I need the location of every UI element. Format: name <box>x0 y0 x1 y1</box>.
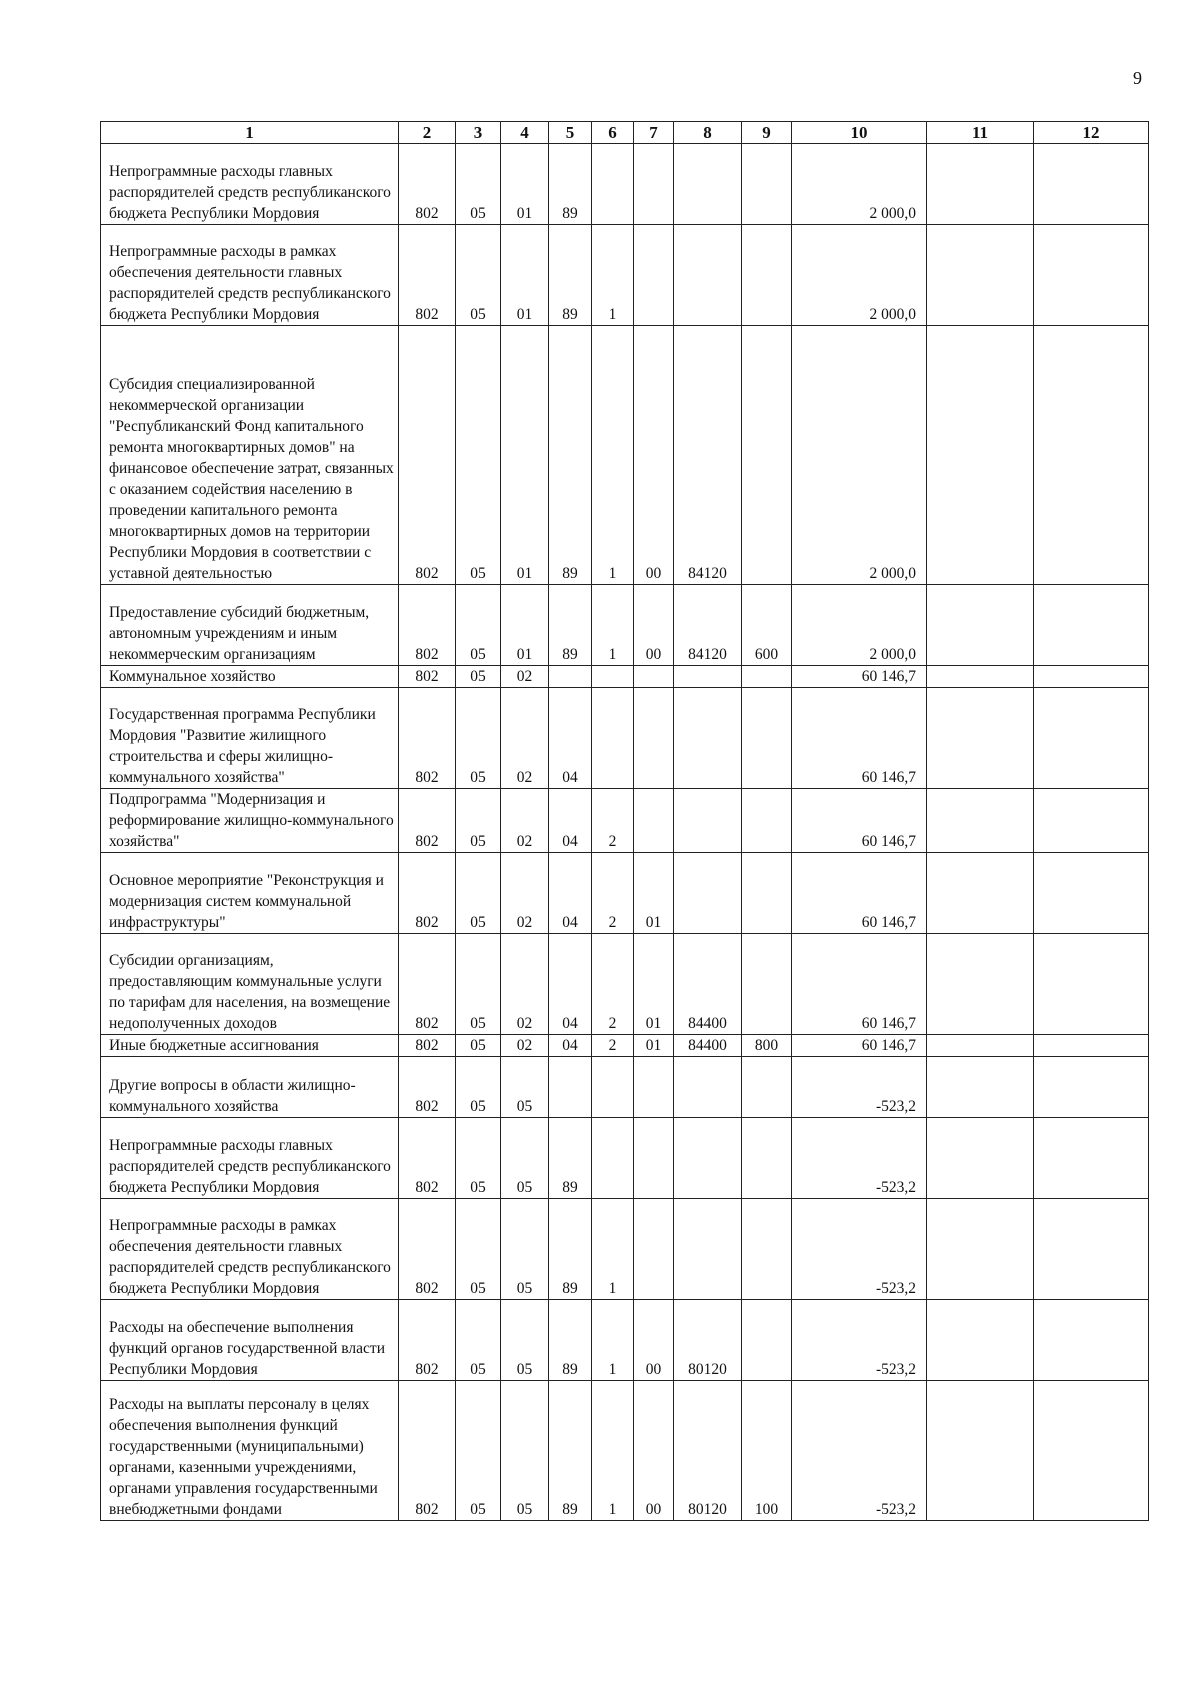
column-12-cell <box>1034 225 1149 326</box>
expense-type-cell <box>742 789 792 853</box>
expense-type-cell <box>742 1118 792 1199</box>
column-11-cell <box>927 225 1034 326</box>
program-code-cell: 04 <box>549 688 592 789</box>
chapter-code-cell: 802 <box>399 1300 456 1381</box>
direction-code-cell <box>674 225 742 326</box>
amount-cell: -523,2 <box>792 1118 927 1199</box>
column-header: 12 <box>1034 122 1149 144</box>
expense-type-cell: 100 <box>742 1381 792 1521</box>
column-11-cell <box>927 1300 1034 1381</box>
table-row <box>101 1300 1149 1381</box>
amount-cell: 2 000,0 <box>792 326 927 585</box>
chapter-code-cell: 802 <box>399 1381 456 1521</box>
amount-cell: 2 000,0 <box>792 225 927 326</box>
row-name-cell: Субсидия специализированной некоммерческой организации "Республиканский Фонд капитального ремонта многоквартирных домов" на финансовое обеспечение затрат, связанных с оказанием содействия населению в проведении капитального ремонта многоквартирных домов на территории Республики Мордовия в соответствии с уставной деятельностью <box>101 326 399 585</box>
column-11-cell <box>927 853 1034 934</box>
column-11-cell <box>927 934 1034 1035</box>
column-header: 1 <box>101 122 399 144</box>
row-name-cell: Расходы на обеспечение выполнения функций органов государственной власти Республики Мордовия <box>101 1300 399 1381</box>
program-code-cell: 04 <box>549 789 592 853</box>
column-12-cell <box>1034 1300 1149 1381</box>
program-code-cell: 89 <box>549 1199 592 1300</box>
chapter-code-cell: 802 <box>399 1057 456 1118</box>
program-code-cell: 04 <box>549 1035 592 1057</box>
direction-code-cell <box>674 688 742 789</box>
row-name-cell: Государственная программа Республики Мордовия "Развитие жилищного строительства и сферы жилищно-коммунального хозяйства" <box>101 688 399 789</box>
direction-code-cell: 80120 <box>674 1381 742 1521</box>
chapter-code-cell: 802 <box>399 585 456 666</box>
main-activity-code-cell <box>634 1118 674 1199</box>
expense-type-cell: 600 <box>742 585 792 666</box>
expense-type-cell <box>742 666 792 688</box>
column-12-cell <box>1034 326 1149 585</box>
main-activity-code-cell: 00 <box>634 1300 674 1381</box>
column-header: 9 <box>742 122 792 144</box>
column-header: 10 <box>792 122 927 144</box>
column-11-cell <box>927 688 1034 789</box>
row-name-cell: Непрограммные расходы в рамках обеспечения деятельности главных распорядителей средств республиканского бюджета Республики Мордовия <box>101 225 399 326</box>
column-header: 6 <box>592 122 634 144</box>
subsection-code-cell: 01 <box>501 585 549 666</box>
subsection-code-cell: 05 <box>501 1057 549 1118</box>
amount-cell: 60 146,7 <box>792 688 927 789</box>
column-12-cell <box>1034 688 1149 789</box>
amount-cell: -523,2 <box>792 1199 927 1300</box>
section-code-cell: 05 <box>456 144 501 225</box>
section-code-cell: 05 <box>456 1199 501 1300</box>
row-name-cell: Подпрограмма "Модернизация и реформирование жилищно-коммунального хозяйства" <box>101 789 399 853</box>
chapter-code-cell: 802 <box>399 1035 456 1057</box>
amount-cell: 60 146,7 <box>792 789 927 853</box>
row-name-cell: Иные бюджетные ассигнования <box>101 1035 399 1057</box>
column-11-cell <box>927 585 1034 666</box>
subsection-code-cell: 02 <box>501 789 549 853</box>
table-row <box>101 934 1149 1035</box>
column-12-cell <box>1034 1199 1149 1300</box>
program-code-cell: 89 <box>549 1300 592 1381</box>
subprogram-code-cell: 2 <box>592 853 634 934</box>
subsection-code-cell: 02 <box>501 1035 549 1057</box>
amount-cell: 2 000,0 <box>792 144 927 225</box>
column-header: 11 <box>927 122 1034 144</box>
column-header: 2 <box>399 122 456 144</box>
table-row <box>101 789 1149 853</box>
main-activity-code-cell: 00 <box>634 1381 674 1521</box>
column-header: 8 <box>674 122 742 144</box>
table-row <box>101 1118 1149 1199</box>
subprogram-code-cell <box>592 1057 634 1118</box>
column-12-cell <box>1034 1035 1149 1057</box>
amount-cell: -523,2 <box>792 1300 927 1381</box>
subsection-code-cell: 05 <box>501 1118 549 1199</box>
program-code-cell: 89 <box>549 144 592 225</box>
main-activity-code-cell: 01 <box>634 1035 674 1057</box>
expense-type-cell <box>742 144 792 225</box>
row-name-cell: Основное мероприятие "Реконструкция и модернизация систем коммунальной инфраструктуры" <box>101 853 399 934</box>
expense-type-cell <box>742 225 792 326</box>
column-12-cell <box>1034 1057 1149 1118</box>
subprogram-code-cell <box>592 1118 634 1199</box>
main-activity-code-cell <box>634 1057 674 1118</box>
subprogram-code-cell <box>592 144 634 225</box>
subsection-code-cell: 05 <box>501 1199 549 1300</box>
expense-type-cell <box>742 1057 792 1118</box>
table-row <box>101 853 1149 934</box>
chapter-code-cell: 802 <box>399 666 456 688</box>
expense-type-cell <box>742 853 792 934</box>
chapter-code-cell: 802 <box>399 789 456 853</box>
amount-cell: 2 000,0 <box>792 585 927 666</box>
section-code-cell: 05 <box>456 326 501 585</box>
direction-code-cell <box>674 853 742 934</box>
row-name-cell: Субсидии организациям, предоставляющим коммунальные услуги по тарифам для населения, на возмещение недополученных доходов <box>101 934 399 1035</box>
column-header: 7 <box>634 122 674 144</box>
column-11-cell <box>927 1035 1034 1057</box>
table-row <box>101 326 1149 585</box>
chapter-code-cell: 802 <box>399 853 456 934</box>
column-12-cell <box>1034 789 1149 853</box>
table-row <box>101 585 1149 666</box>
column-12-cell <box>1034 1118 1149 1199</box>
program-code-cell <box>549 1057 592 1118</box>
budget-table <box>100 121 1149 1521</box>
subsection-code-cell: 02 <box>501 853 549 934</box>
section-code-cell: 05 <box>456 1118 501 1199</box>
column-12-cell <box>1034 144 1149 225</box>
column-11-cell <box>927 1199 1034 1300</box>
expense-type-cell <box>742 1300 792 1381</box>
program-code-cell: 04 <box>549 934 592 1035</box>
column-12-cell <box>1034 666 1149 688</box>
chapter-code-cell: 802 <box>399 688 456 789</box>
subsection-code-cell: 02 <box>501 688 549 789</box>
row-name-cell: Коммунальное хозяйство <box>101 666 399 688</box>
column-12-cell <box>1034 1381 1149 1521</box>
chapter-code-cell: 802 <box>399 934 456 1035</box>
section-code-cell: 05 <box>456 1057 501 1118</box>
direction-code-cell <box>674 1057 742 1118</box>
subprogram-code-cell <box>592 688 634 789</box>
expense-type-cell <box>742 1199 792 1300</box>
main-activity-code-cell <box>634 1199 674 1300</box>
direction-code-cell: 84120 <box>674 585 742 666</box>
header-row <box>101 122 1149 144</box>
main-activity-code-cell: 01 <box>634 853 674 934</box>
direction-code-cell <box>674 1118 742 1199</box>
table-row <box>101 1199 1149 1300</box>
program-code-cell: 89 <box>549 1118 592 1199</box>
main-activity-code-cell <box>634 688 674 789</box>
subsection-code-cell: 01 <box>501 144 549 225</box>
expense-type-cell <box>742 934 792 1035</box>
section-code-cell: 05 <box>456 666 501 688</box>
table-row <box>101 688 1149 789</box>
row-name-cell: Непрограммные расходы главных распорядителей средств республиканского бюджета Республики Мордовия <box>101 1118 399 1199</box>
column-11-cell <box>927 1057 1034 1118</box>
amount-cell: -523,2 <box>792 1057 927 1118</box>
column-11-cell <box>927 144 1034 225</box>
program-code-cell: 89 <box>549 225 592 326</box>
main-activity-code-cell: 00 <box>634 326 674 585</box>
subprogram-code-cell: 1 <box>592 225 634 326</box>
amount-cell: 60 146,7 <box>792 853 927 934</box>
column-11-cell <box>927 1381 1034 1521</box>
amount-cell: 60 146,7 <box>792 1035 927 1057</box>
main-activity-code-cell <box>634 225 674 326</box>
subprogram-code-cell: 2 <box>592 1035 634 1057</box>
column-header: 5 <box>549 122 592 144</box>
direction-code-cell: 84120 <box>674 326 742 585</box>
direction-code-cell: 84400 <box>674 934 742 1035</box>
column-header: 4 <box>501 122 549 144</box>
row-name-cell: Непрограммные расходы в рамках обеспечения деятельности главных распорядителей средств республиканского бюджета Республики Мордовия <box>101 1199 399 1300</box>
table-body <box>101 144 1149 1521</box>
column-11-cell <box>927 789 1034 853</box>
subprogram-code-cell: 1 <box>592 326 634 585</box>
program-code-cell: 89 <box>549 585 592 666</box>
subsection-code-cell: 05 <box>501 1300 549 1381</box>
direction-code-cell: 84400 <box>674 1035 742 1057</box>
expense-type-cell <box>742 326 792 585</box>
section-code-cell: 05 <box>456 1381 501 1521</box>
page-number: 9 <box>1133 68 1142 88</box>
section-code-cell: 05 <box>456 585 501 666</box>
program-code-cell: 89 <box>549 1381 592 1521</box>
column-12-cell <box>1034 934 1149 1035</box>
subsection-code-cell: 01 <box>501 326 549 585</box>
main-activity-code-cell <box>634 789 674 853</box>
subprogram-code-cell: 1 <box>592 585 634 666</box>
subprogram-code-cell: 1 <box>592 1381 634 1521</box>
table-row <box>101 1381 1149 1521</box>
section-code-cell: 05 <box>456 225 501 326</box>
chapter-code-cell: 802 <box>399 144 456 225</box>
row-name-cell: Непрограммные расходы главных распорядителей средств республиканского бюджета Республики Мордовия <box>101 144 399 225</box>
direction-code-cell: 80120 <box>674 1300 742 1381</box>
subprogram-code-cell: 1 <box>592 1199 634 1300</box>
expense-type-cell: 800 <box>742 1035 792 1057</box>
chapter-code-cell: 802 <box>399 1199 456 1300</box>
section-code-cell: 05 <box>456 1300 501 1381</box>
main-activity-code-cell <box>634 144 674 225</box>
column-11-cell <box>927 1118 1034 1199</box>
section-code-cell: 05 <box>456 688 501 789</box>
amount-cell: 60 146,7 <box>792 666 927 688</box>
expense-type-cell <box>742 688 792 789</box>
section-code-cell: 05 <box>456 1035 501 1057</box>
subprogram-code-cell: 2 <box>592 789 634 853</box>
amount-cell: 60 146,7 <box>792 934 927 1035</box>
subsection-code-cell: 02 <box>501 666 549 688</box>
subprogram-code-cell: 1 <box>592 1300 634 1381</box>
direction-code-cell <box>674 666 742 688</box>
amount-cell: -523,2 <box>792 1381 927 1521</box>
section-code-cell: 05 <box>456 789 501 853</box>
direction-code-cell <box>674 789 742 853</box>
row-name-cell: Предоставление субсидий бюджетным, автономным учреждениям и иным некоммерческим организациям <box>101 585 399 666</box>
chapter-code-cell: 802 <box>399 1118 456 1199</box>
program-code-cell <box>549 666 592 688</box>
table-row <box>101 1035 1149 1057</box>
chapter-code-cell: 802 <box>399 225 456 326</box>
main-activity-code-cell: 01 <box>634 934 674 1035</box>
column-11-cell <box>927 666 1034 688</box>
column-12-cell <box>1034 585 1149 666</box>
direction-code-cell <box>674 1199 742 1300</box>
chapter-code-cell: 802 <box>399 326 456 585</box>
table-row <box>101 666 1149 688</box>
main-activity-code-cell <box>634 666 674 688</box>
table-row <box>101 1057 1149 1118</box>
program-code-cell: 89 <box>549 326 592 585</box>
subsection-code-cell: 01 <box>501 225 549 326</box>
subsection-code-cell: 05 <box>501 1381 549 1521</box>
subprogram-code-cell: 2 <box>592 934 634 1035</box>
table-row <box>101 144 1149 225</box>
table-row <box>101 225 1149 326</box>
section-code-cell: 05 <box>456 853 501 934</box>
column-header: 3 <box>456 122 501 144</box>
program-code-cell: 04 <box>549 853 592 934</box>
row-name-cell: Другие вопросы в области жилищно-коммунального хозяйства <box>101 1057 399 1118</box>
column-12-cell <box>1034 853 1149 934</box>
row-name-cell: Расходы на выплаты персоналу в целях обеспечения выполнения функций государственными (муниципальными) органами, казенными учреждениями, органами управления государственными внебюджетными фондами <box>101 1381 399 1521</box>
subsection-code-cell: 02 <box>501 934 549 1035</box>
section-code-cell: 05 <box>456 934 501 1035</box>
column-11-cell <box>927 326 1034 585</box>
subprogram-code-cell <box>592 666 634 688</box>
direction-code-cell <box>674 144 742 225</box>
main-activity-code-cell: 00 <box>634 585 674 666</box>
